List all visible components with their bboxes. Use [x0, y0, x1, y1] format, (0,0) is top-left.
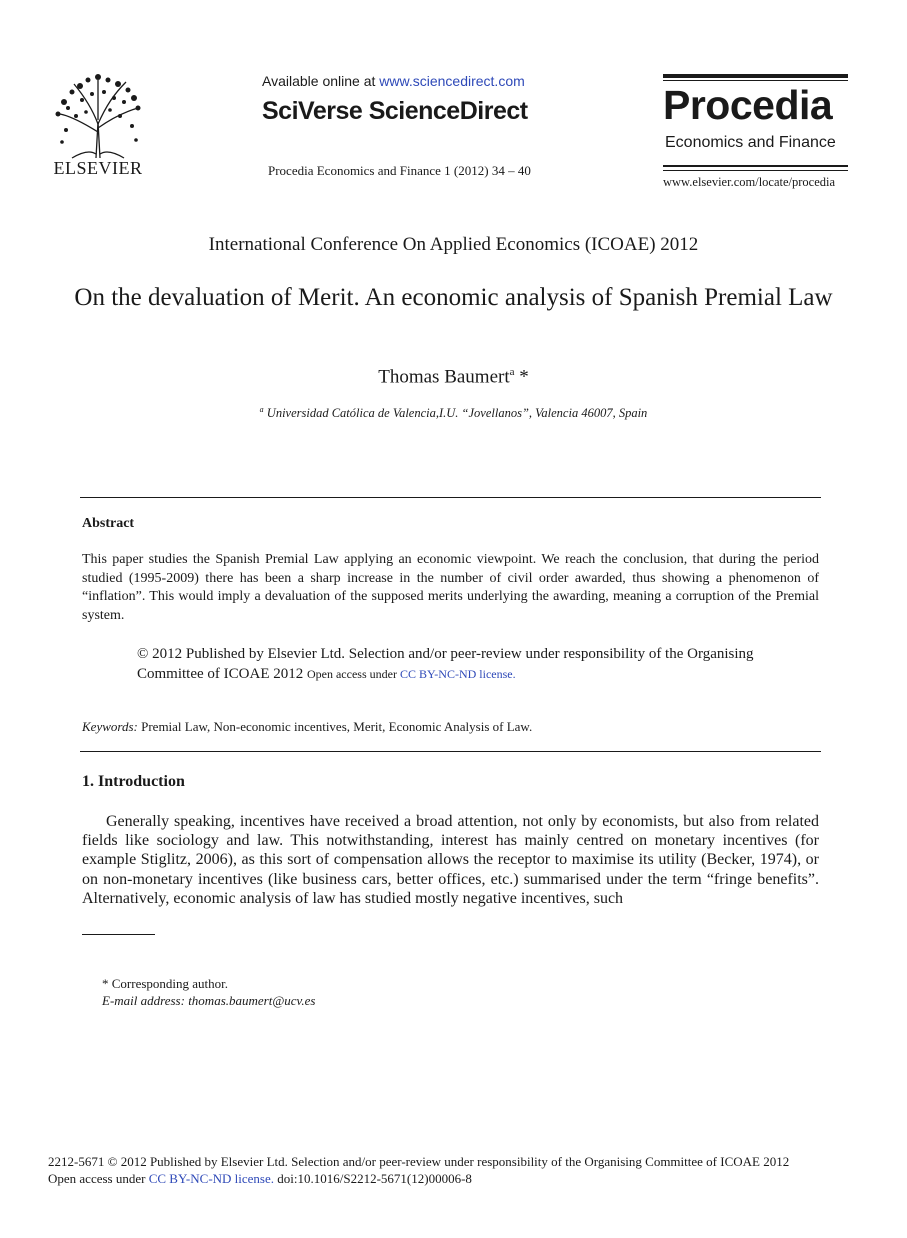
footer-open-access: Open access under	[48, 1171, 149, 1186]
brand-subtitle: Economics and Finance	[665, 134, 836, 151]
available-online	[262, 73, 525, 89]
platform-logo-text: SciVerse ScienceDirect	[262, 97, 528, 125]
copyright-text: © 2012 Published by Elsevier Ltd. Selection and/or peer-review under responsibility of the Organising Committee of ICOAE 2012	[137, 646, 754, 682]
affiliation-text: Universidad Católica de Valencia,I.U. “Jovellanos”, Valencia 46007, Spain	[263, 406, 648, 421]
email-note	[102, 993, 315, 1009]
footnote-divider	[82, 934, 155, 935]
brand-top-rule-thin	[663, 80, 848, 81]
keywords-label: Keywords:	[82, 719, 138, 734]
email-label: E-mail address:	[102, 993, 185, 1008]
email-address[interactable]: thomas.baumert@ucv.es	[184, 993, 316, 1008]
brand-bottom-rule	[663, 165, 848, 167]
corresponding-mark: *	[514, 366, 529, 388]
author-name: Thomas Baumert	[378, 366, 510, 388]
affiliation	[0, 405, 907, 421]
conference-name: International Conference On Applied Economics (ICOAE) 2012	[208, 234, 699, 255]
author-affil-sup: a	[509, 366, 515, 378]
abstract-heading: Abstract	[82, 516, 135, 531]
keywords-text: Premial Law, Non-economic incentives, Merit, Economic Analysis of Law.	[137, 719, 533, 734]
footer-license-link[interactable]: CC BY-NC-ND license.	[148, 1171, 275, 1186]
license-link[interactable]: CC BY-NC-ND license.	[399, 667, 516, 681]
brand-logo-text: Procedia	[663, 82, 833, 128]
footer-issn-line: 2212-5671 © 2012 Published by Elsevier Ltd. Selection and/or peer-review under responsibility of the Organising Committee of ICOAE 2012	[48, 1154, 790, 1169]
affil-sup: a	[259, 405, 264, 414]
elsevier-tree-logo-icon	[52, 72, 144, 160]
copyright-statement	[137, 644, 787, 684]
paper-title: On the devaluation of Merit. An economic analysis of Spanish Premial Law	[74, 284, 833, 311]
journal-citation: Procedia Economics and Finance 1 (2012) 34 – 40	[268, 163, 531, 178]
abstract-bottom-divider	[80, 751, 821, 752]
section-paragraph: Generally speaking, incentives have received a broad attention, not only by economists, but also from related fields like sociology and law. This notwithstanding, interest has mainly centred on monetary incentives (for example Stiglitz, 2006), as this sort of compensation allows the receptor to maximise its utility (Becker, 1974), or on non-monetary incentives (like business cars, better offices, etc.) summarised under the term “fringe benefits”. Alternatively, economic analysis of law has studied mostly negative incentives, such	[82, 813, 819, 907]
author-line	[0, 366, 907, 388]
corresponding-author-note: * Corresponding author.	[102, 976, 229, 991]
abstract-text: This paper studies the Spanish Premial Law applying an economic viewpoint. We reach the conclusion, that during the period studied (1995-2009) there has been a sharp increase in the number of civil order awarded, thus showing a phenomenon of “inflation”. This would imply a devaluation of the supposed merits underlying the awarding, meaning a corruption of the Premial system.	[82, 552, 819, 623]
abstract-top-divider	[80, 497, 821, 498]
open-access-label: Open access under	[306, 667, 400, 681]
sciencedirect-link[interactable]: www.sciencedirect.com	[379, 73, 525, 89]
available-prefix: Available online at	[262, 73, 380, 89]
brand-top-rule	[663, 74, 848, 78]
section-heading: 1. Introduction	[82, 773, 185, 790]
keywords	[82, 719, 532, 735]
brand-url-link[interactable]: www.elsevier.com/locate/procedia	[663, 175, 836, 189]
footer-doi: doi:10.1016/S2212-5671(12)00006-8	[274, 1171, 472, 1186]
footer-license-line	[48, 1171, 472, 1187]
brand-bottom-rule-thin	[663, 170, 848, 171]
publisher-name: ELSEVIER	[53, 158, 143, 178]
